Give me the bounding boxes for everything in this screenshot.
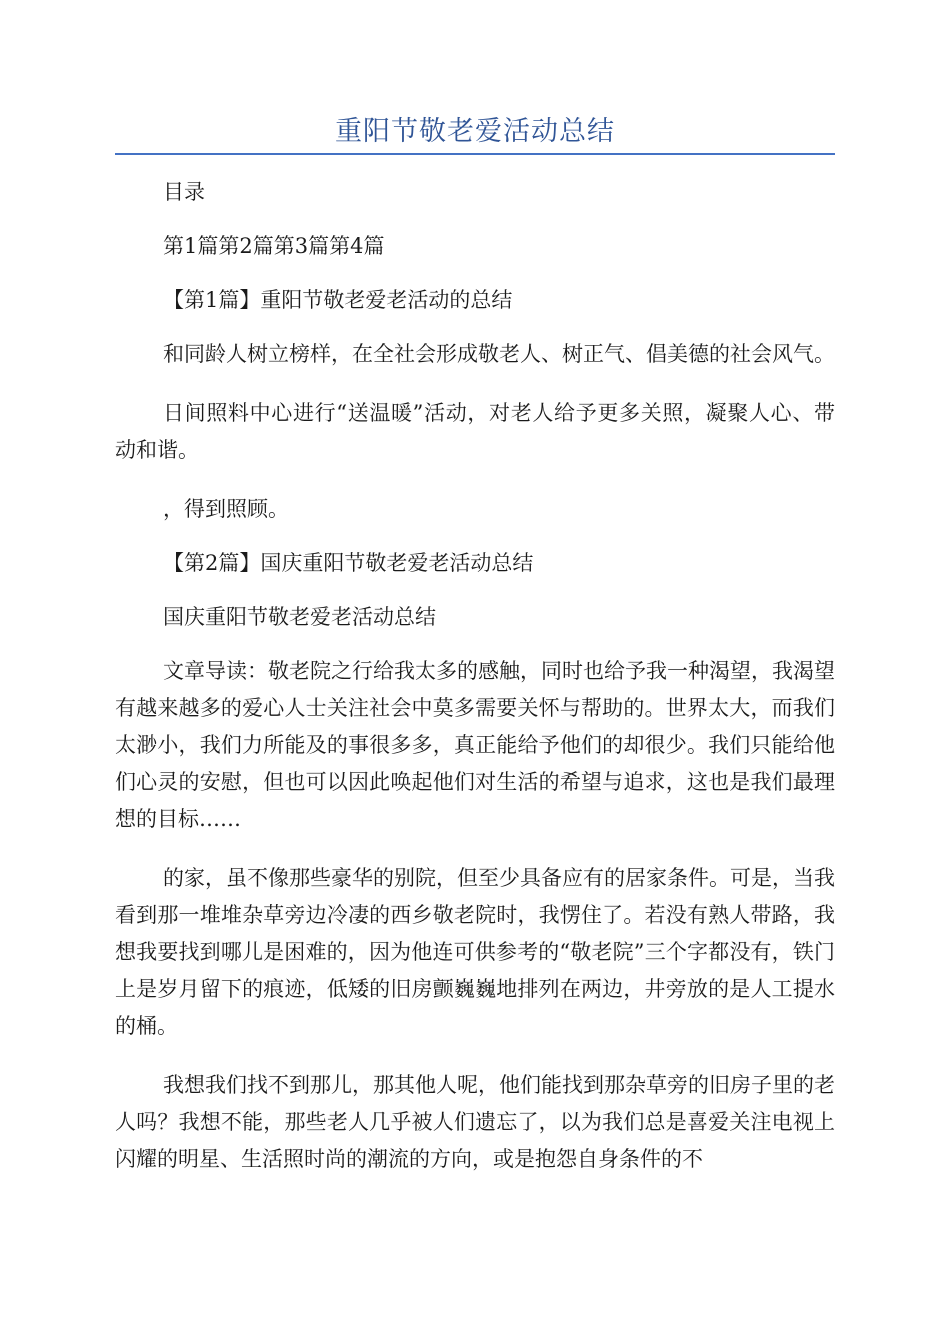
toc-heading: 目录 <box>163 180 205 204</box>
title-underline <box>115 153 835 155</box>
paragraph: 的家，虽不像那些豪华的别院，但至少具备应有的居家条件。可是，当我看到那一堆堆杂草旁边冷凄的西乡敬老院时，我愣住了。若没有熟人带路，我想我要找到哪儿是困难的，因为他连可供参考的“敬老院”三个字都没有，铁门上是岁月留下的痕迹，低矮的旧房颤巍巍地排列在两边，井旁放的是人工提水的桶。 <box>115 866 835 1038</box>
article-subtitle: 国庆重阳节敬老爱老活动总结 <box>163 605 436 629</box>
paragraph: ，得到照顾。 <box>163 497 289 521</box>
paragraph: 文章导读：敬老院之行给我太多的感触，同时也给予我一种渴望，我渴望有越来越多的爱心人士关注社会中莫多需要关怀与帮助的。世界太大，而我们太渺小，我们力所能及的事很多多，真正能给予他们的却很少。我们只能给他们心灵的安慰，但也可以因此唤起他们对生活的希望与追求，这也是我们最理想的目标…… <box>115 659 835 831</box>
section-heading-1: 【第1篇】重阳节敬老爱老活动的总结 <box>163 288 513 312</box>
paragraph: 我想我们找不到那儿，那其他人呢，他们能找到那杂草旁的旧房子里的老人吗？我想不能，那些老人几乎被人们遗忘了，以为我们总是喜爱关注电视上闪耀的明星、生活照时尚的潮流的方向，或是抱怨自身条件的不 <box>115 1073 835 1171</box>
paragraph: 日间照料中心进行“送温暖”活动，对老人给予更多关照，凝聚人心、带动和谐。 <box>115 401 835 462</box>
document-body <box>115 174 835 1200</box>
document-title: 重阳节敬老爱活动总结 <box>335 116 615 147</box>
paragraph: 和同龄人树立榜样，在全社会形成敬老人、树正气、倡美德的社会风气。 <box>163 342 835 366</box>
section-heading-2: 【第2篇】国庆重阳节敬老爱老活动总结 <box>163 551 534 575</box>
toc-entries: 第1篇第2篇第3篇第4篇 <box>163 234 385 258</box>
